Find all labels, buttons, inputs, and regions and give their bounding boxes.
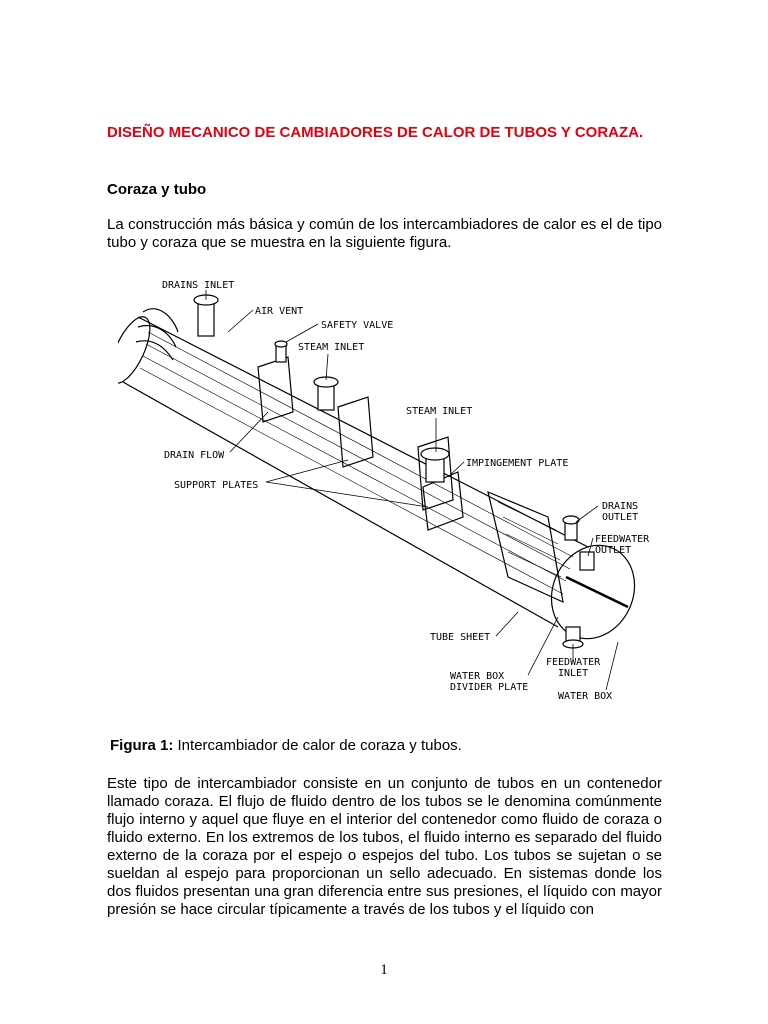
nozzles: [194, 295, 594, 648]
label-feedwater-inlet-2: INLET: [558, 668, 589, 679]
label-feedwater-outlet-2: OUTLET: [595, 545, 632, 556]
label-feedwater-inlet-1: FEEDWATER: [546, 657, 601, 668]
document-title: DISEÑO MECANICO DE CAMBIADORES DE CALOR DE TUBOS Y CORAZA.: [107, 124, 644, 141]
body-paragraph: Este tipo de intercambiador consiste en un conjunto de tubos en un contenedor llamado coraza. El flujo de fluido dentro de los tubos se le denomina comúnmente flujo interno y aquel que fluye en el interior del contenedor como fluido de coraza o fluido externo. En los extremos de los tubos, el fluido interno es separado del fluido externo de la coraza por el espejo o espejos del tubo. Los tubos se sujetan o se sueldan al espejo para proporcionan un sello adecuado. En sistemas donde los dos fluidos presentan una gran diferencia entre sus presiones, el líquido con mayor presión se hace circular típicamente a través de los tubos y el líquido con: [107, 775, 662, 918]
heat-exchanger-figure: [118, 272, 658, 712]
intro-paragraph: La construcción más básica y común de los intercambiadores de calor es el de tipo tubo y coraza que se muestra en la siguiente figura.: [107, 216, 662, 251]
label-tube-sheet: TUBE SHEET: [430, 632, 491, 643]
section-heading: Coraza y tubo: [107, 181, 207, 198]
label-water-box-divider-2: DIVIDER PLATE: [450, 682, 529, 693]
label-steam-inlet-1: STEAM INLET: [298, 342, 365, 353]
label-water-box-divider-1: WATER BOX: [450, 671, 505, 682]
label-drains-outlet-2: OUTLET: [602, 512, 639, 523]
label-drain-flow: DRAIN FLOW: [164, 450, 225, 461]
leader-lines: [206, 290, 618, 690]
heat-exchanger-illustration: [118, 272, 658, 712]
label-drains-inlet: DRAINS INLET: [162, 280, 235, 291]
label-steam-inlet-2: STEAM INLET: [406, 406, 473, 417]
page-number: 1: [380, 962, 388, 978]
label-feedwater-outlet-1: FEEDWATER: [595, 534, 650, 545]
label-support-plates: SUPPORT PLATES: [174, 480, 259, 491]
figure-caption-text: Intercambiador de calor de coraza y tubos.: [173, 737, 462, 754]
label-water-box: WATER BOX: [558, 691, 613, 702]
label-impingement-plate: IMPINGEMENT PLATE: [466, 458, 569, 469]
label-safety-valve: SAFETY VALVE: [321, 320, 394, 331]
label-drains-outlet-1: DRAINS: [602, 501, 639, 512]
figure-caption-label: Figura 1:: [110, 737, 174, 754]
label-air-vent: AIR VENT: [255, 306, 304, 317]
figure-caption: [110, 737, 462, 754]
